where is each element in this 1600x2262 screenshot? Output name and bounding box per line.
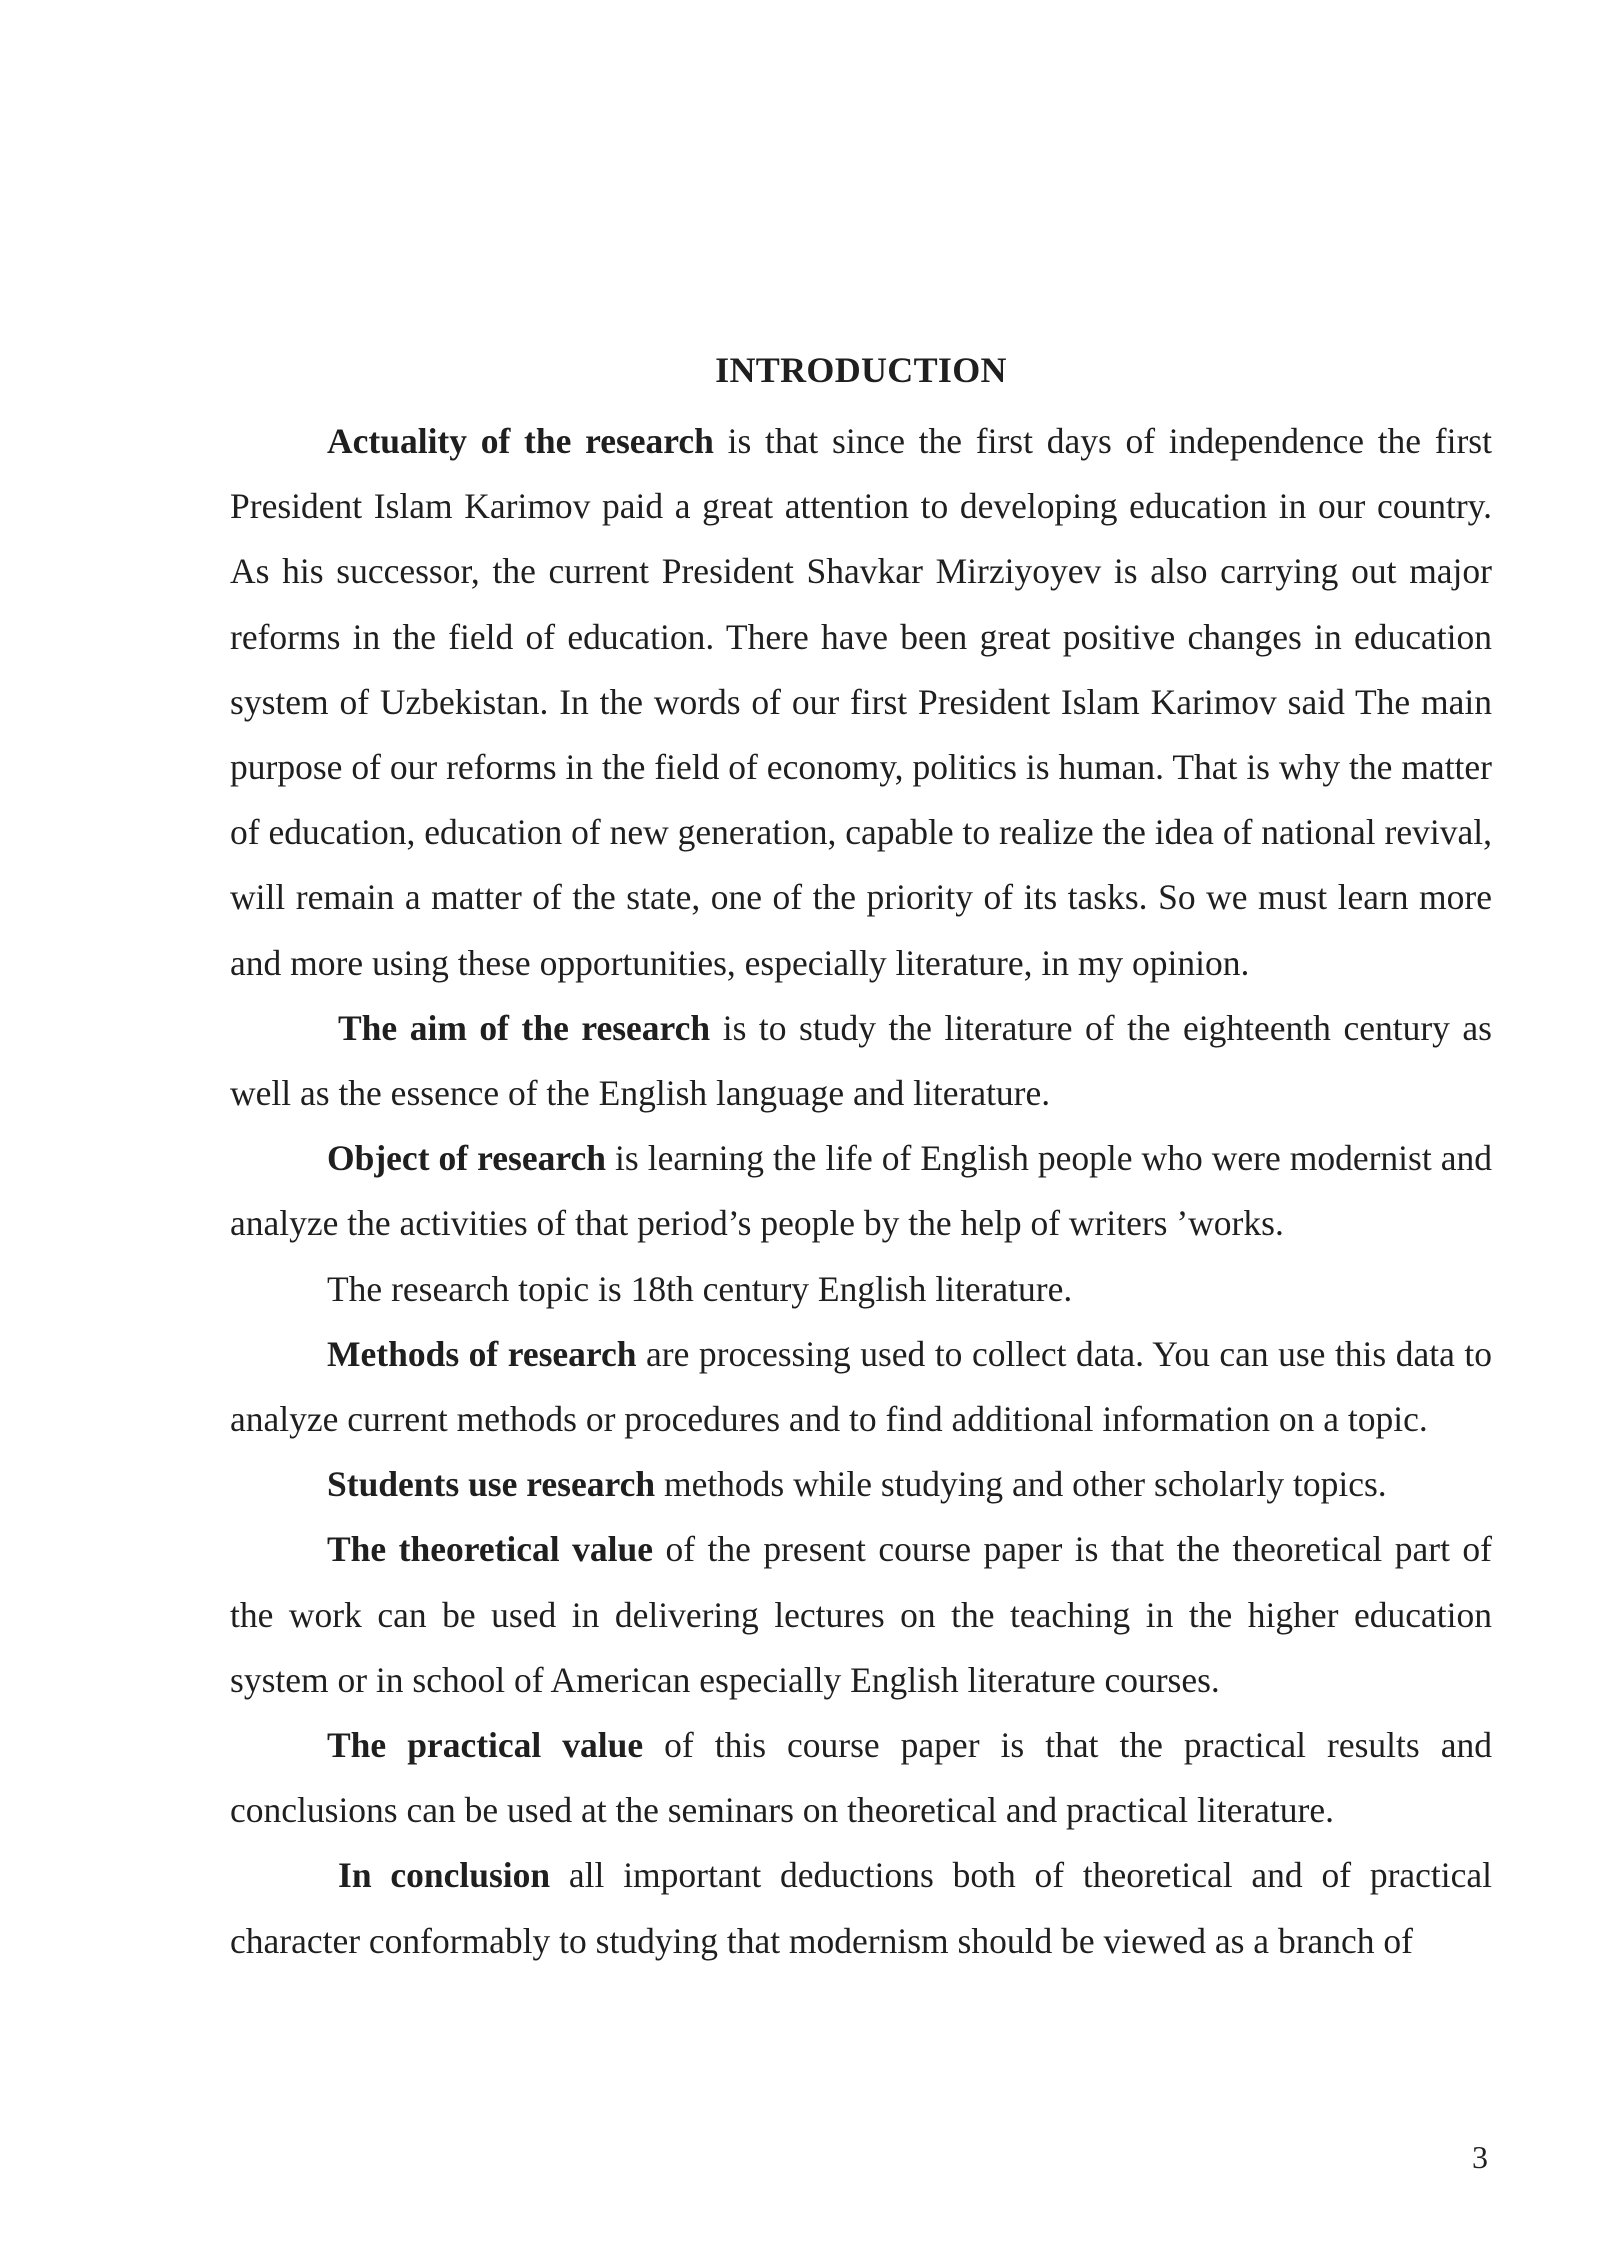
page-number: 3: [1472, 2139, 1488, 2175]
paragraph-methods: [230, 1322, 1492, 1452]
paragraph-lead: The practical value: [327, 1725, 644, 1766]
paragraph-text: are processing used to collect data. You can use this data to analyze current methods or procedures and to find additional information on a topic.: [230, 1333, 1492, 1440]
paragraph-lead: Students use research: [327, 1464, 656, 1505]
paragraph-text: of the present course paper is that the theoretical part of the work can be used in delivering lectures on the teaching in the higher education system or in school of American especially English literature courses.: [230, 1529, 1492, 1700]
paragraph-actuality: [230, 409, 1492, 996]
paragraph-lead: In conclusion: [338, 1855, 551, 1896]
paragraph-lead: The aim of the research: [338, 1007, 711, 1048]
paragraph-aim: [230, 996, 1492, 1126]
paragraph-object: [230, 1126, 1492, 1256]
paragraph-topic: [230, 1257, 1492, 1322]
body-text: [230, 409, 1492, 1974]
paragraph-lead: The theoretical value: [327, 1529, 653, 1570]
paragraph-text: of this course paper is that the practical results and conclusions can be used at the seminars on theoretical and practical literature.: [230, 1725, 1492, 1831]
paragraph-lead: Methods of research: [327, 1333, 637, 1374]
paragraph-text: is learning the life of English people who were modernist and analyze the activities of that period’s people by the help of writers ’works.: [230, 1138, 1492, 1244]
paragraph-lead: Actuality of the research: [327, 421, 714, 461]
paragraph-theoretical-value: [230, 1517, 1492, 1713]
paragraph-text: The research topic is 18th century English literature.: [327, 1268, 1073, 1309]
paragraph-lead: Object of research: [327, 1138, 606, 1179]
paragraph-conclusion: [230, 1843, 1492, 1973]
paragraph-practical-value: [230, 1713, 1492, 1843]
paragraph-text: is to study the literature of the eighteenth century as well as the essence of the English language and literature.: [230, 1007, 1492, 1114]
paragraph-text: all important deductions both of theoretical and of practical character conformably to studying that modernism should be viewed as a branch of: [230, 1855, 1493, 1961]
paragraph-students: [230, 1452, 1492, 1517]
paragraph-text: is that since the first days of independence the first President Islam Karimov paid a great attention to developing education in our country. As his successor, the current President Shavkar Mirziyoyev is also carrying out major reforms in the field of education. There have been great positive changes in education system of Uzbekistan. In the words of our first President Islam Karimov said The main purpose of our reforms in the field of economy, politics is human. That is why the matter of education, education of new generation, capable to realize the idea of national revival, will remain a matter of the state, one of the priority of its tasks. So we must learn more and more using these opportunities, especially literature, in my opinion.: [230, 421, 1492, 983]
page-title: INTRODUCTION: [715, 350, 1007, 390]
paragraph-text: methods while studying and other scholarly topics.: [655, 1464, 1387, 1505]
